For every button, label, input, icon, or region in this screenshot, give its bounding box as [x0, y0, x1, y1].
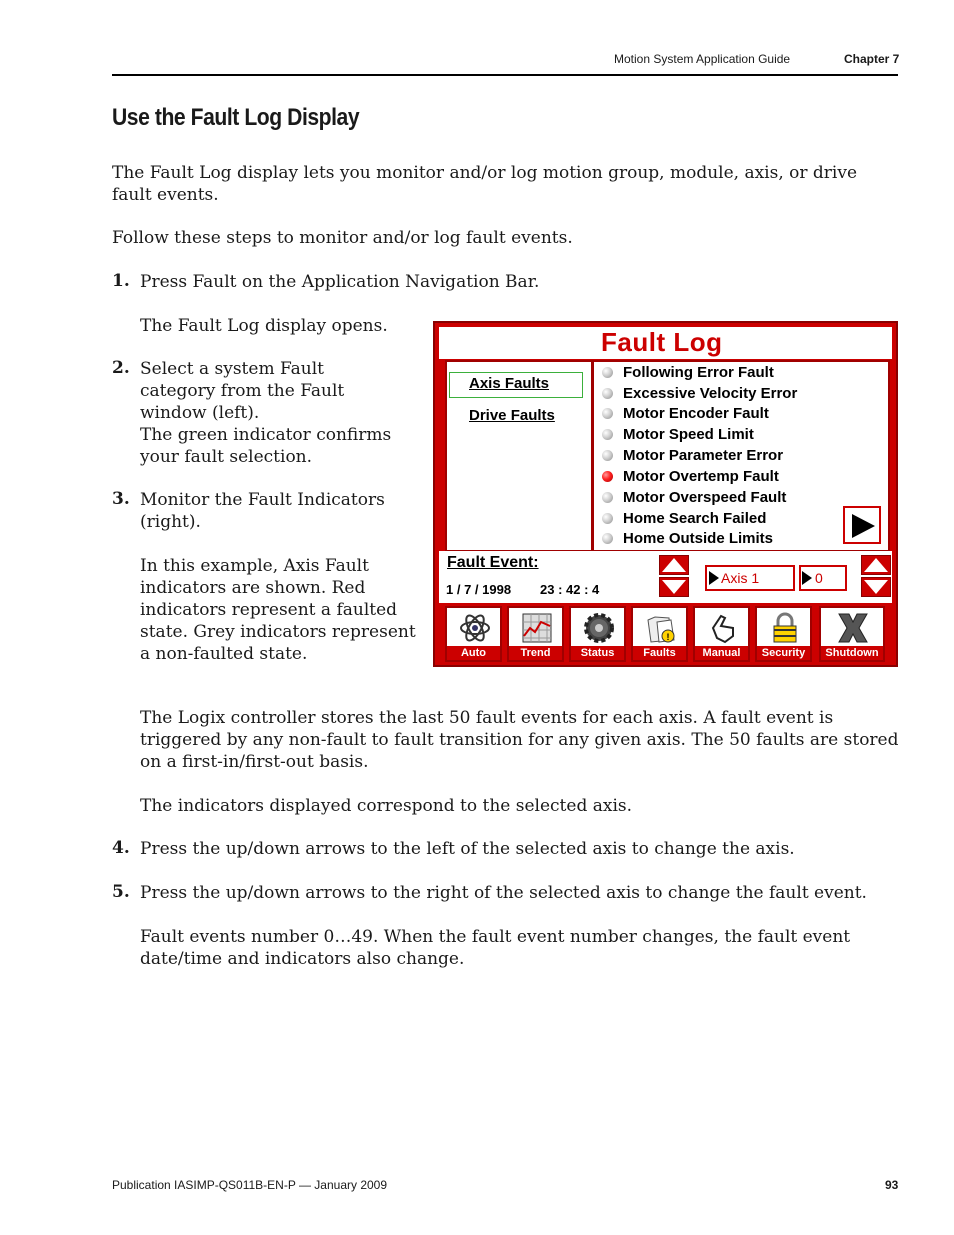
step-1-number: 1. [112, 271, 130, 291]
arrow-up-icon [862, 556, 890, 574]
fault-indicator: Home Outside Limits [602, 530, 773, 547]
step-5-sub: Fault events number 0…49. When the fault event number changes, the fault event date/time and indicators also change. [140, 927, 851, 969]
indicator-light-icon [602, 492, 613, 503]
fault-event-date: 1 / 7 / 1998 [446, 582, 512, 597]
fault-folder-icon [645, 612, 677, 646]
play-arrow-icon [849, 512, 877, 540]
step-4-text: Press the up/down arrows to the left of the selected axis to change the axis. [140, 839, 795, 859]
nav-status-button[interactable] [569, 606, 626, 662]
indicator-light-icon [602, 450, 613, 461]
arrow-down-icon [862, 578, 890, 596]
indicators-paragraph: The indicators displayed correspond to the selected axis. [140, 796, 633, 816]
axis-up-button[interactable] [659, 555, 689, 575]
padlock-icon [769, 612, 801, 646]
step-2-number: 2. [112, 358, 130, 378]
nav-trend-label: Trend [509, 646, 562, 660]
step-2-text: Select a system Fault category from the Fault window (left). [140, 359, 345, 423]
nav-auto-label: Auto [447, 646, 500, 660]
fault-indicator: Motor Encoder Fault [602, 405, 769, 422]
step-1-sub: The Fault Log display opens. [140, 316, 388, 336]
axis-play-icon [709, 571, 719, 585]
fault-indicator: Motor Parameter Error [602, 447, 783, 464]
fault-indicator: Motor Overspeed Fault [602, 489, 786, 506]
fault-indicator: Excessive Velocity Error [602, 385, 797, 402]
fault-indicator: Motor Speed Limit [602, 426, 754, 443]
indicator-light-icon [602, 513, 613, 524]
page-title: Use the Fault Log Display [112, 104, 360, 131]
category-drive-faults[interactable]: Drive Faults [469, 407, 555, 424]
step-3-sub: In this example, Axis Fault indicators are shown. Red indicators represent a faulted state. Grey indicators represent a non-faulted state. [140, 556, 416, 664]
trend-chart-icon [521, 612, 553, 646]
indicator-light-icon [602, 533, 613, 544]
step-1-text: Press Fault on the Application Navigation Bar. [140, 272, 540, 292]
svg-text:!: ! [666, 632, 670, 642]
fault-log-title: Fault Log [601, 327, 723, 357]
nav-security-label: Security [757, 646, 810, 660]
nav-trend-button[interactable] [507, 606, 564, 662]
gear-icon [583, 612, 615, 646]
nav-security-button[interactable] [755, 606, 812, 662]
nav-shutdown-label: Shutdown [821, 646, 883, 660]
axis-down-button[interactable] [659, 577, 689, 597]
step-4-number: 4. [112, 838, 130, 858]
step-5-text: Press the up/down arrows to the right of the selected axis to change the fault event. [140, 883, 867, 903]
shutdown-x-icon [833, 612, 873, 646]
application-navigation-bar [439, 606, 892, 662]
fault-log-display [433, 321, 898, 667]
event-down-button[interactable] [861, 577, 891, 597]
indicator-light-icon [602, 367, 613, 378]
fault-indicator: Motor Overtemp Fault [602, 468, 779, 485]
header-rule [112, 74, 898, 76]
intro-paragraph: The Fault Log display lets you monitor and/or log motion group, module, axis, or drive fault events. [112, 163, 858, 205]
indicator-light-icon [602, 388, 613, 399]
fault-indicator: Home Search Failed [602, 510, 766, 527]
axis-select-field[interactable]: Axis 1 [705, 565, 795, 591]
next-page-button[interactable] [843, 506, 881, 544]
nav-status-label: Status [571, 646, 624, 660]
event-up-button[interactable] [861, 555, 891, 575]
page-number: 93 [885, 1178, 899, 1192]
fault-event-panel [439, 551, 892, 603]
indicator-light-icon [602, 408, 613, 419]
indicator-light-icon [602, 429, 613, 440]
fault-event-time: 23 : 42 : 4 [540, 582, 600, 597]
follow-paragraph: Follow these steps to monitor and/or log fault events. [112, 228, 573, 248]
event-play-icon [802, 571, 812, 585]
step-3-text: Monitor the Fault Indicators (right). [140, 490, 385, 532]
footer-publication: Publication IASIMP-QS011B-EN-P — January 2009 [112, 1178, 388, 1192]
fault-event-number-field[interactable]: 0 [799, 565, 847, 591]
nav-manual-label: Manual [695, 646, 748, 660]
indicator-light-icon [602, 471, 613, 482]
fault-category-window [445, 360, 593, 552]
logix-paragraph: The Logix controller stores the last 50 fault events for each axis. A fault event is triggered by any non-fault to fault transition for any given axis. The 50 faults are stored on a first-in/first-out basis. [140, 708, 899, 772]
step-2-sub: The green indicator confirms your fault selection. [140, 425, 392, 467]
hand-pointer-icon [707, 612, 739, 646]
step-5-number: 5. [112, 882, 130, 902]
nav-faults-button[interactable] [631, 606, 688, 662]
fault-log-title-bar [439, 327, 892, 359]
nav-manual-button[interactable] [693, 606, 750, 662]
fault-indicator: Following Error Fault [602, 364, 774, 381]
header-chapter: Chapter 7 [844, 52, 900, 66]
nav-auto-button[interactable] [445, 606, 502, 662]
step-3-number: 3. [112, 489, 130, 509]
nav-shutdown-button[interactable] [819, 606, 885, 662]
header-guide-title: Motion System Application Guide [614, 52, 791, 66]
arrow-up-icon [660, 556, 688, 574]
fault-event-label: Fault Event: [447, 554, 539, 571]
category-axis-faults[interactable]: Axis Faults [469, 375, 550, 392]
atom-icon [459, 612, 491, 646]
nav-faults-label: Faults [633, 646, 686, 660]
arrow-down-icon [660, 578, 688, 596]
